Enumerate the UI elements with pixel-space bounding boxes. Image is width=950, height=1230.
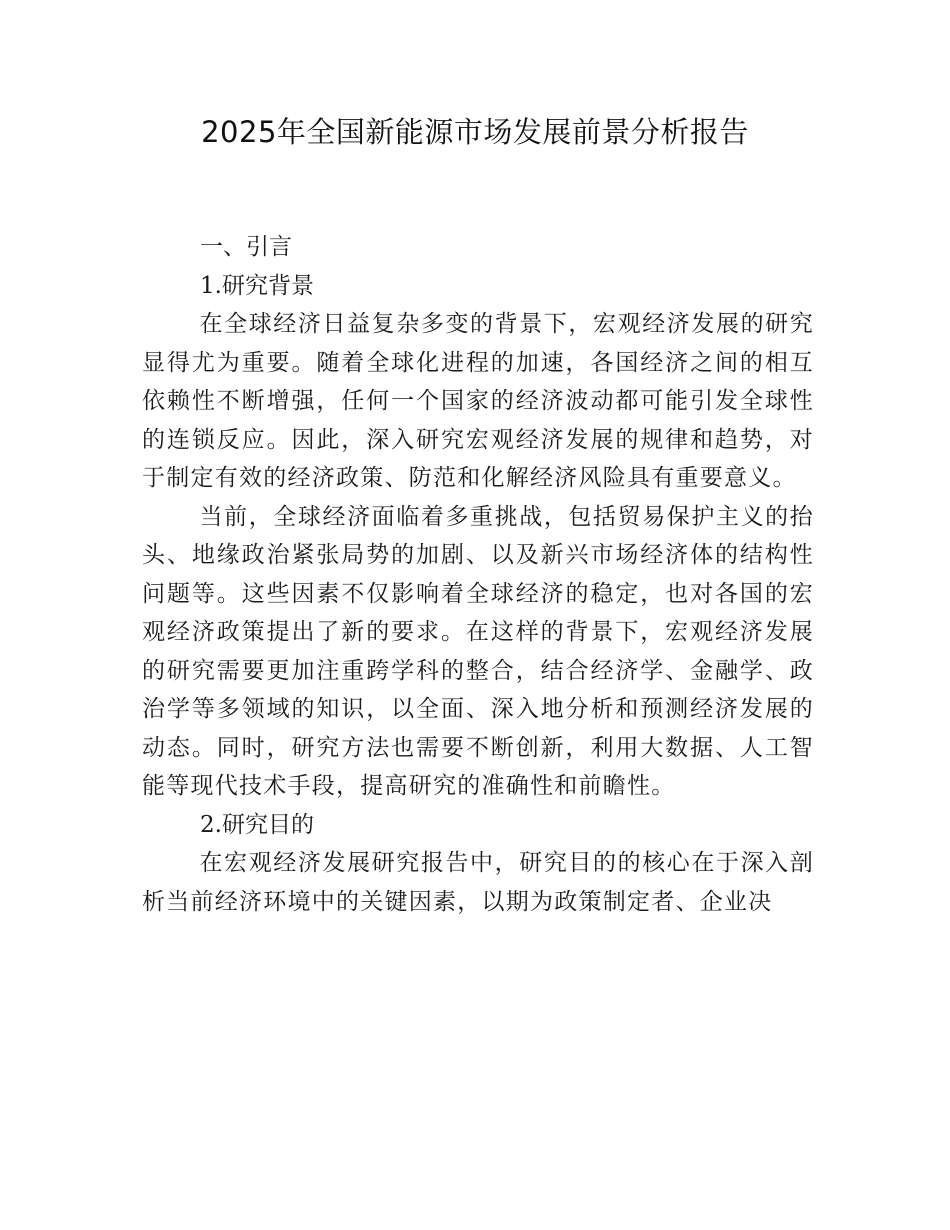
paragraph-background-2: 当前，全球经济面临着多重挑战，包括贸易保护主义的抬头、地缘政治紧张局势的加剧、以及新兴市场经济体的结构性问题等。这些因素不仅影响着全球经济的稳定，也对各国的宏观经济政策提出了新的要求。在这样的背景下，宏观经济发展的研究需要更加注重跨学科的整合，结合经济学、金融学、政治学等多领域的知识，以全面、深入地分析和预测经济发展的动态。同时，研究方法也需要不断创新，利用大数据、人工智能等现代技术手段，提高研究的准确性和前瞻性。 (142, 503, 814, 799)
document-title: 2025年全国新能源市场发展前景分析报告 (201, 115, 749, 149)
subsection-heading-research-purpose: 2.研究目的 (200, 811, 314, 838)
paragraph-purpose-1: 在宏观经济发展研究报告中，研究目的的核心在于深入剖析当前经济环境中的关键因素，以期为政策制定者、企业决 (142, 850, 814, 915)
subsection-heading-research-background: 1.研究背景 (200, 272, 314, 299)
paragraph-background-1: 在全球经济日益复杂多变的背景下，宏观经济发展的研究显得尤为重要。随着全球化进程的加速，各国经济之间的相互依赖性不断增强，任何一个国家的经济波动都可能引发全球性的连锁反应。因此，深入研究宏观经济发展的规律和趋势，对于制定有效的经济政策、防范和化解经济风险具有重要意义。 (142, 311, 814, 491)
document-body (142, 228, 814, 921)
section-heading-introduction: 一、引言 (200, 234, 292, 260)
